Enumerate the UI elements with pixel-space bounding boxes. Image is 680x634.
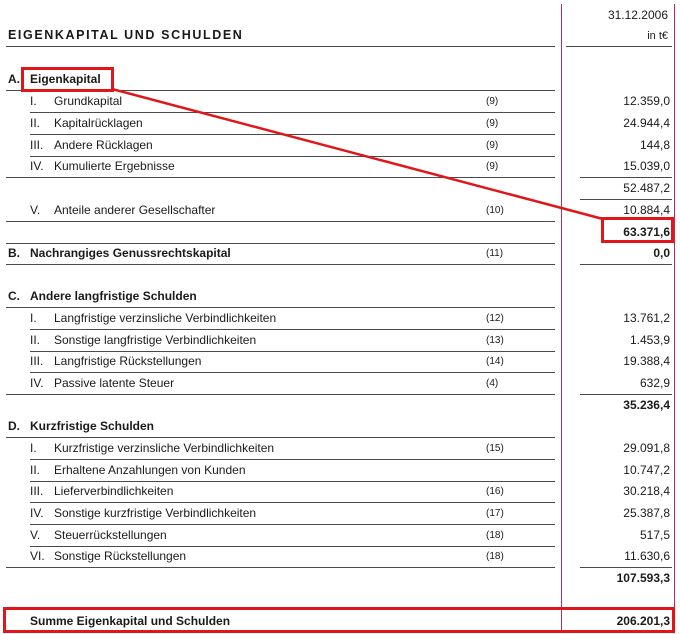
row-number: IV. [30, 159, 44, 173]
row-value: 29.091,8 [623, 441, 670, 455]
row-number: II. [30, 463, 41, 477]
row-note: (9) [486, 118, 499, 129]
page-title: EIGENKAPITAL UND SCHULDEN [8, 28, 244, 42]
row-label: Langfristige verzinsliche Verbindlichkeiten [54, 311, 277, 325]
row-value: 632,9 [639, 376, 670, 390]
row-label: Langfristige Rückstellungen [54, 354, 202, 368]
row-value: 11.630,6 [624, 549, 670, 563]
row-note: (12) [486, 313, 504, 324]
row-value: 12.359,0 [623, 94, 670, 108]
row-note: (9) [486, 161, 499, 172]
row-note: (9) [486, 140, 499, 151]
row-note: (15) [486, 443, 504, 454]
row-label: Andere Rücklagen [54, 138, 153, 152]
row-value: 144,8 [639, 138, 670, 152]
subtotal-value: 52.487,2 [623, 181, 670, 195]
section-b-value: 0,0 [653, 246, 670, 260]
row-value: 517,5 [639, 528, 670, 542]
grand-total-label: Summe Eigenkapital und Schulden [30, 614, 231, 628]
section-title: Eigenkapital [30, 72, 101, 86]
section-title: Nachrangiges Genussrechtskapital [30, 246, 231, 260]
row-label: Sonstige Rückstellungen [54, 549, 187, 563]
row-note: (17) [486, 508, 504, 519]
row-number: I. [30, 311, 37, 325]
row-value: 24.944,4 [623, 116, 670, 130]
row-note: (16) [486, 486, 504, 497]
row-label: Steuerrückstellungen [54, 528, 167, 542]
section-d-total: 107.593,3 [616, 571, 670, 585]
section-letter: B. [8, 246, 20, 260]
row-number: V. [30, 528, 41, 542]
row-note: (10) [486, 205, 504, 216]
row-label: Anteile anderer Gesellschafter [54, 203, 216, 217]
header-unit: in t€ [647, 30, 668, 42]
row-number: I. [30, 94, 37, 108]
row-value: 15.039,0 [623, 159, 670, 173]
row-value: 10.747,2 [623, 463, 670, 477]
row-label: Passive latente Steuer [54, 376, 175, 390]
row-number: V. [30, 203, 41, 217]
row-number: I. [30, 441, 37, 455]
row-label: Kumulierte Ergebnisse [54, 159, 175, 173]
row-number: III. [30, 354, 44, 368]
row-value: 13.761,2 [623, 311, 670, 325]
row-note: (13) [486, 335, 504, 346]
row-note: (18) [486, 530, 504, 541]
section-letter: C. [8, 289, 20, 303]
row-number: III. [30, 484, 44, 498]
grand-total-value: 206.201,3 [616, 614, 670, 628]
row-note: (14) [486, 356, 504, 367]
row-label: Erhaltene Anzahlungen von Kunden [54, 463, 246, 477]
row-number: IV. [30, 376, 44, 390]
row-note: (4) [486, 378, 499, 389]
row-value: 1.453,9 [629, 333, 670, 347]
row-label: Grundkapital [54, 94, 123, 108]
row-value: 30.218,4 [623, 484, 670, 498]
row-label: Sonstige kurzfristige Verbindlichkeiten [54, 506, 257, 520]
section-c-total: 35.236,4 [623, 398, 670, 412]
row-number: III. [30, 138, 44, 152]
section-a-total: 63.371,6 [623, 225, 670, 239]
header-date: 31.12.2006 [607, 8, 668, 22]
section-title: Andere langfristige Schulden [30, 289, 197, 303]
section-title: Kurzfristige Schulden [30, 419, 155, 433]
row-note: (11) [486, 248, 504, 259]
section-letter: D. [8, 419, 20, 433]
row-label: Kapitalrücklagen [54, 116, 143, 130]
row-value: 25.387,8 [623, 506, 670, 520]
row-note: (9) [486, 96, 499, 107]
row-note: (18) [486, 551, 504, 562]
row-value: 10.884,4 [623, 203, 670, 217]
row-label: Sonstige langfristige Verbindlichkeiten [54, 333, 257, 347]
row-number: VI. [30, 549, 45, 563]
row-value: 19.388,4 [623, 354, 670, 368]
row-number: II. [30, 333, 41, 347]
row-number: II. [30, 116, 41, 130]
row-label: Kurzfristige verzinsliche Verbindlichkeiten [54, 441, 275, 455]
row-label: Lieferverbindlichkeiten [54, 484, 174, 498]
section-letter: A. [8, 72, 20, 86]
row-number: IV. [30, 506, 44, 520]
